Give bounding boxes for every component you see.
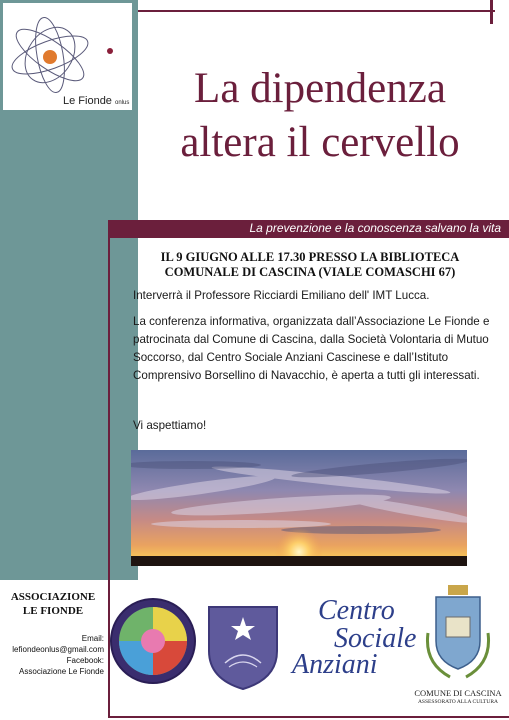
- association-name: [0, 590, 106, 618]
- facebook-page[interactable]: Associazione Le Fionde: [19, 667, 104, 676]
- facebook-label: Facebook:: [66, 656, 104, 665]
- comune-department: ASSESSORATO ALLA CULTURA: [417, 699, 499, 705]
- closing-paragraph: Vi aspettiamo!: [133, 419, 207, 432]
- description-paragraph: La conferenza informativa, organizzata dall’Associazione Le Fionde e patrocinata dal Comune di Cascina, dalla Società Volontaria di Mutuo Soccorso, dal Centro Sociale Anziani Cascinese e dall’Istituto Comprensivo Borsellino di Navacchio, è aperta a tutti gli interessati.: [133, 315, 490, 382]
- event-line-2: COMUNALE DI CASCINA (VIALE COMASCHI 67): [164, 265, 456, 279]
- anziani-word: Anziani: [292, 649, 378, 680]
- sunset-photo: [131, 450, 467, 566]
- logo-label: [63, 95, 129, 107]
- contact-info: [12, 633, 104, 677]
- association-name-line-2: LE FIONDE: [22, 605, 84, 617]
- comune-name: COMUNE DI CASCINA: [414, 688, 502, 698]
- le-fionde-logo: [3, 3, 132, 110]
- top-corner-mark: [490, 0, 493, 24]
- top-divider: [138, 10, 495, 12]
- logo-name: Le Fionde: [63, 95, 112, 107]
- centro-sociale-anziani-logo: [282, 595, 417, 690]
- event-details: [130, 250, 490, 280]
- slogan-text: La prevenzione e la conoscenza salvano la vita: [249, 221, 501, 235]
- email-label: Email:: [81, 634, 104, 643]
- page-title: [150, 62, 490, 170]
- school-round-logo: [110, 598, 196, 684]
- sociale-word: Sociale: [334, 623, 417, 654]
- atom-logo-icon: [3, 3, 132, 110]
- speaker-paragraph: Interverrà il Professore Ricciardi Emiliano dell' IMT Lucca.: [133, 289, 430, 302]
- slogan-banner: [108, 220, 509, 238]
- event-line-1: IL 9 GIUGNO ALLE 17.30 PRESSO LA BIBLIOTECA: [160, 250, 460, 264]
- title-line-2: altera il cervello: [180, 119, 460, 166]
- frame-bottom-border: [108, 716, 509, 718]
- title-line-1: La dipendenza: [194, 65, 446, 112]
- email-address[interactable]: lefiondeonlus@gmail.com: [12, 645, 104, 654]
- logo-suffix: onlus: [115, 100, 130, 106]
- cascina-coat-of-arms: [420, 583, 496, 683]
- centro-word: Centro: [318, 595, 395, 626]
- society-crest-logo: [203, 601, 283, 691]
- association-name-line-1: ASSOCIAZIONE: [10, 591, 96, 603]
